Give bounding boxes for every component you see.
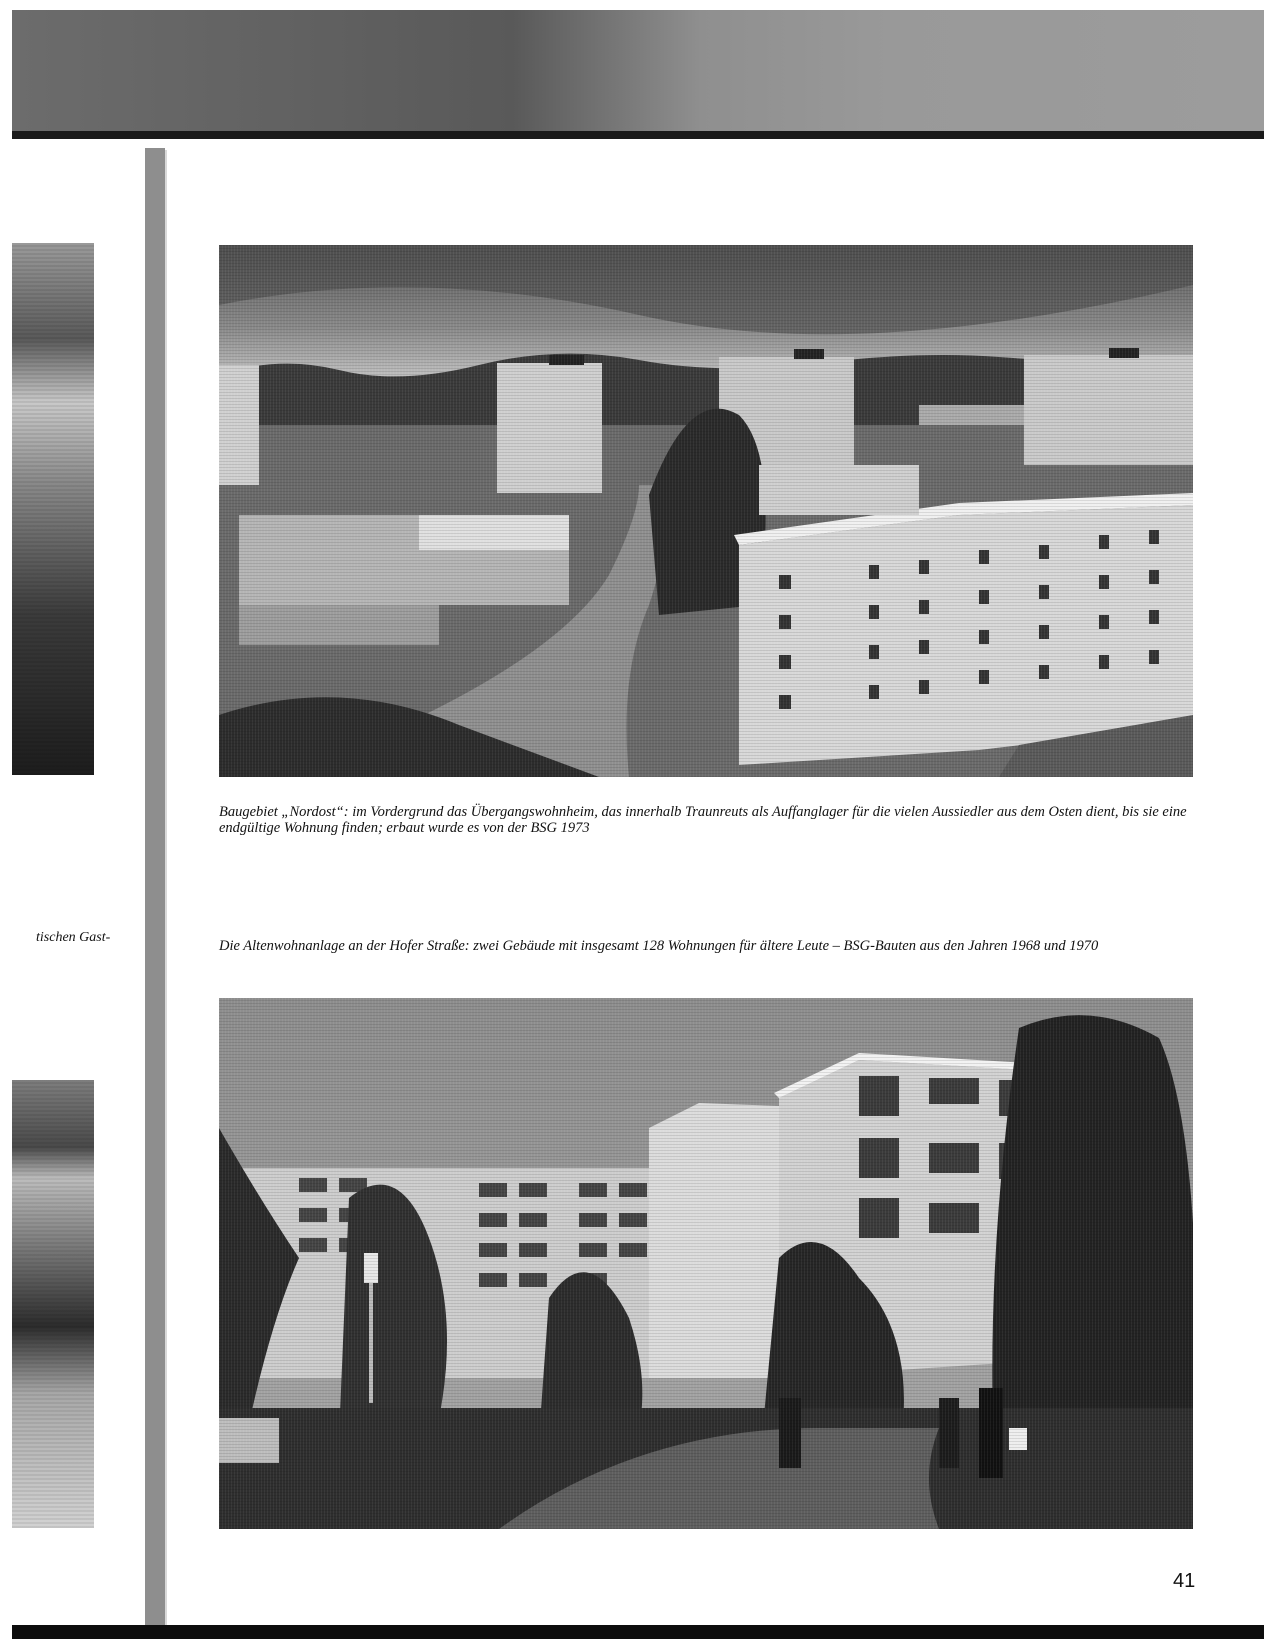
photo-caption-hofer-strasse: Die Altenwohnanlage an der Hofer Straße: zwei Gebäude mit insgesamt 128 Wohnungen für ältere Leute – BSG-Bauten aus den Jahren 1968 und 1970 [219,938,1099,954]
photo-altenwohnanlage-illustration [219,998,1193,1529]
scan-bottom-edge [12,1625,1264,1639]
scan-top-edge [12,131,1264,139]
photo-altenwohnanlage [219,998,1193,1529]
page-number: 41 [1173,1570,1196,1592]
neighbor-page-photo-upper [12,243,94,775]
photo-nordost-illustration [219,245,1193,777]
book-spine-edge [165,150,167,1635]
book-spine [145,148,165,1635]
neighbor-page-photo-lower [12,1080,94,1528]
photo-nordost-housing [219,245,1193,777]
neighbor-page-text: tischen Gast- [36,930,111,945]
scan-top-band [12,10,1264,137]
photo-caption-nordost: Baugebiet „Nordost“: im Vordergrund das Übergangswohnheim, das innerhalb Traunreuts als Auffanglager für die vielen Aussiedler aus dem Osten dient, bis sie eine endgültige Wohnung finden; erbaut wurde es von der BSG 1973 [219,804,1187,836]
